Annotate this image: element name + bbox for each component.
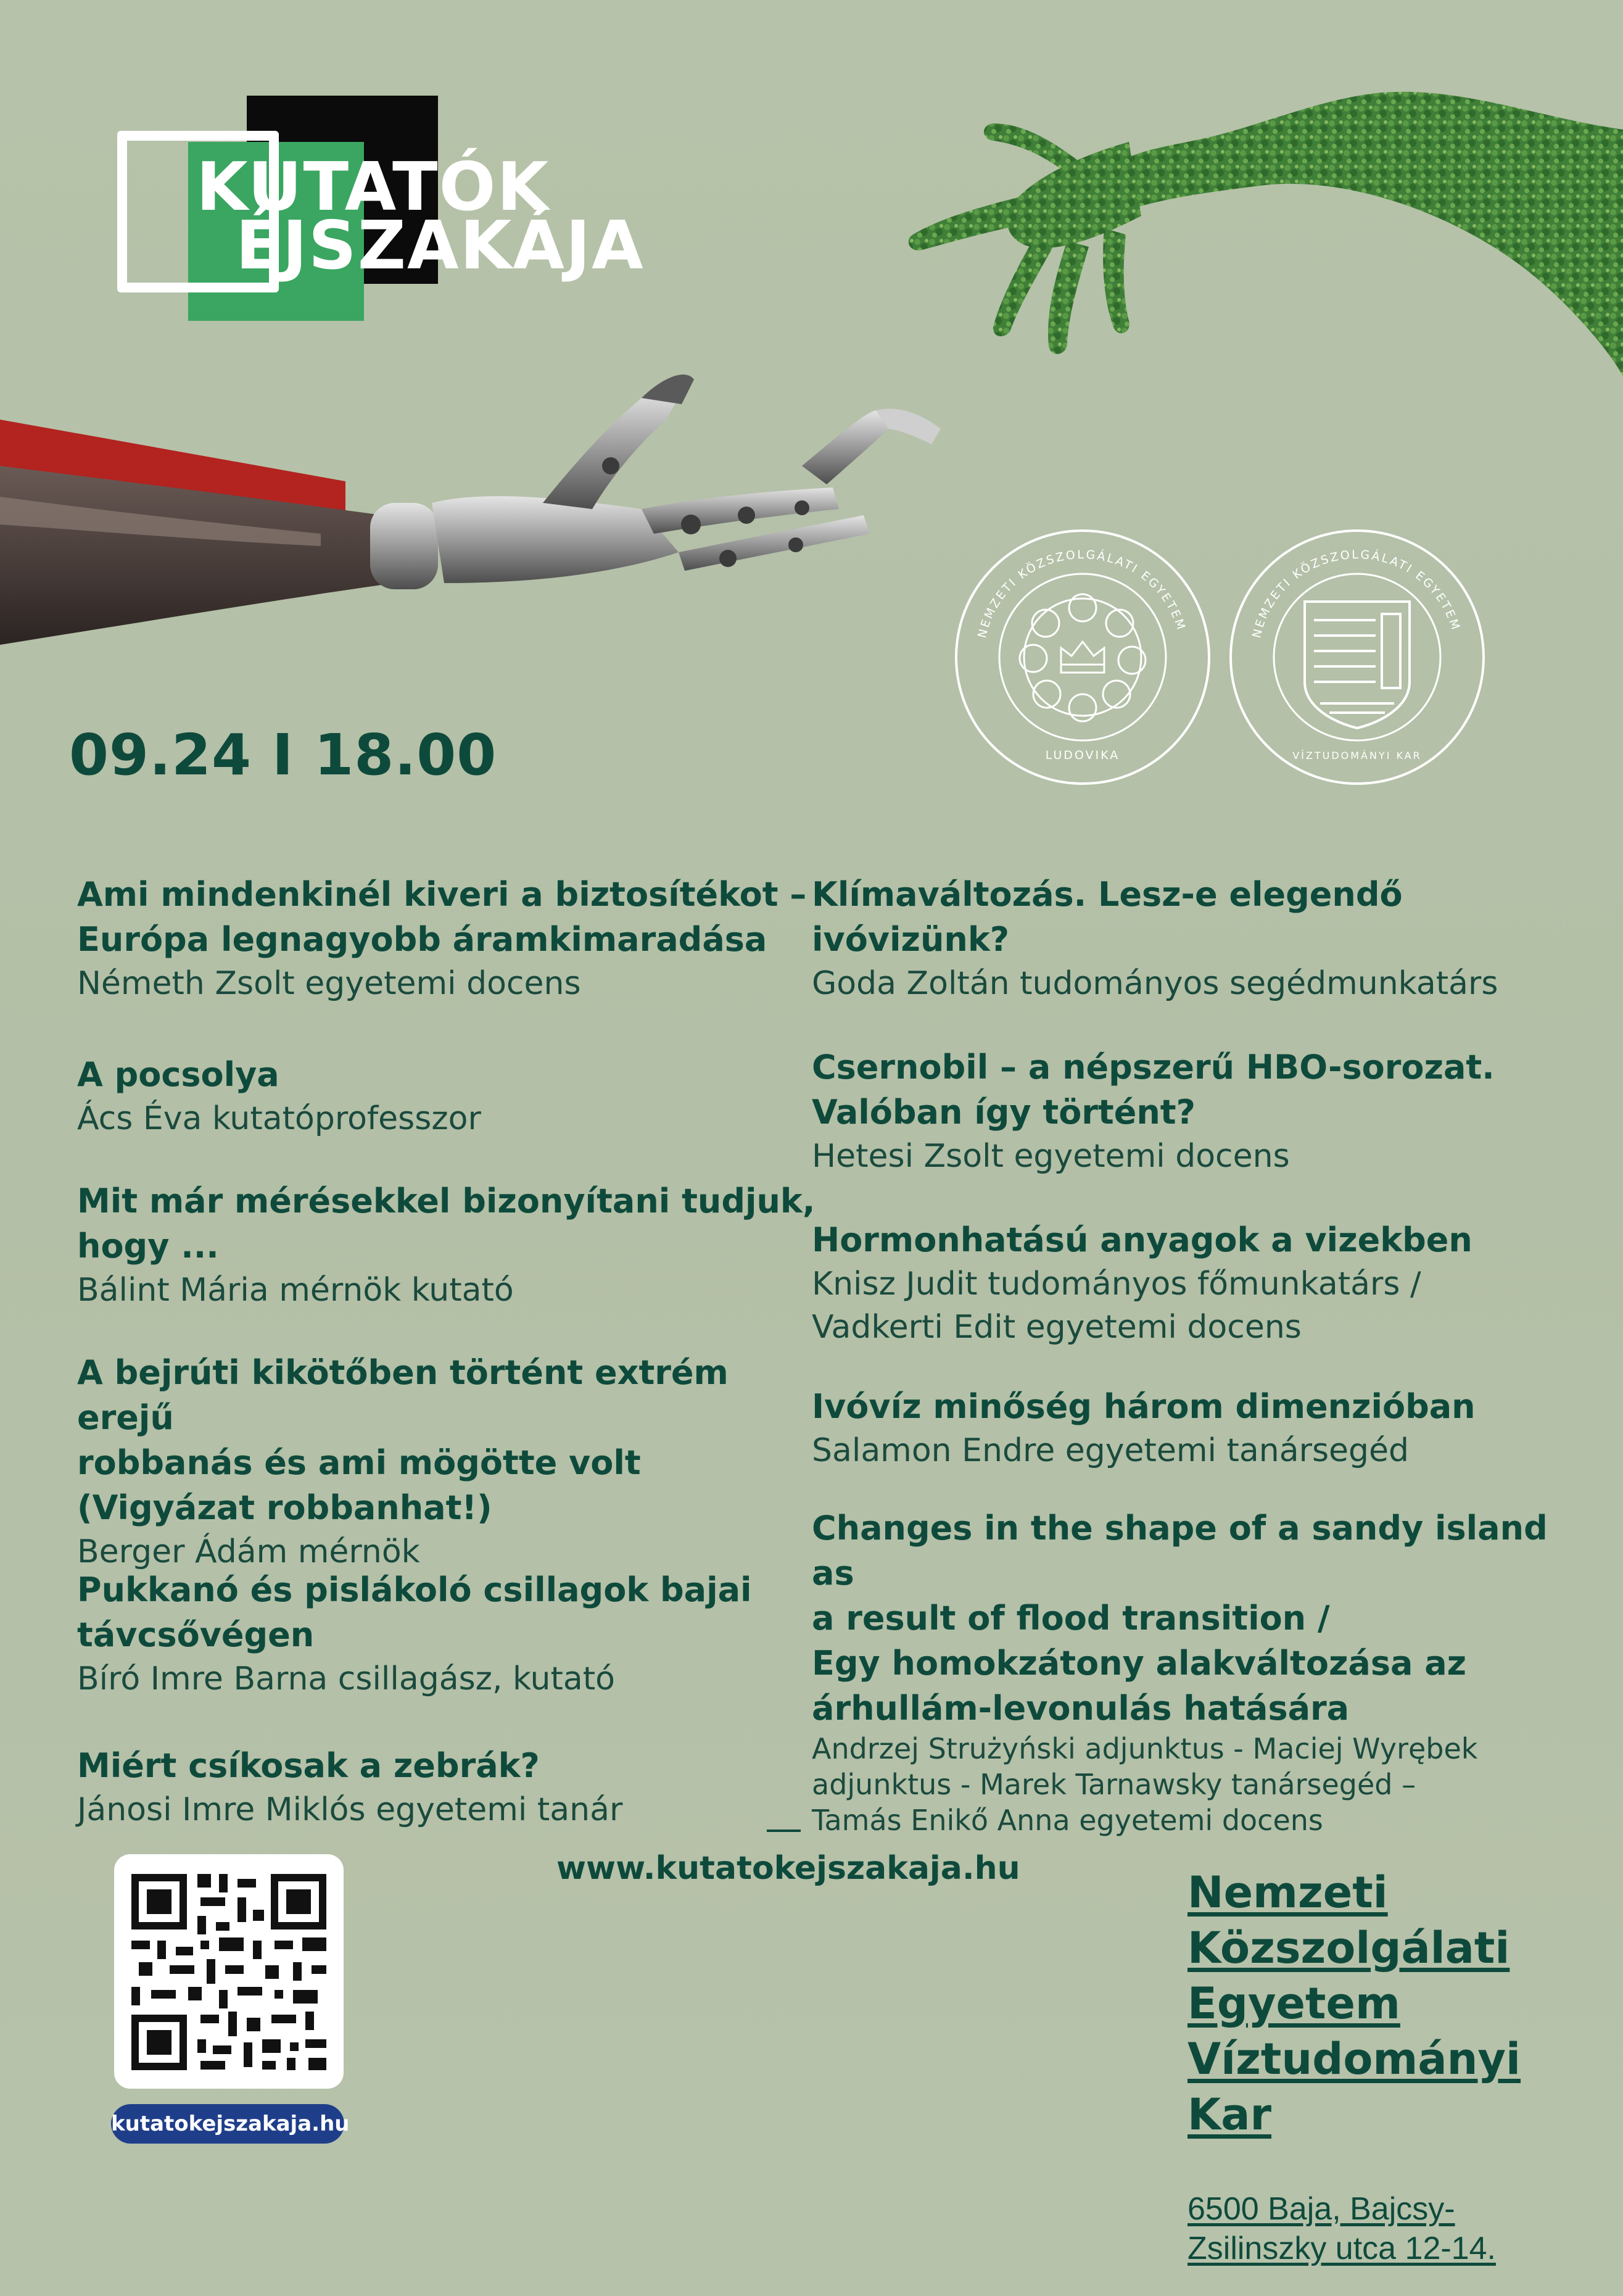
program-item — [812, 1506, 1552, 1838]
program-item — [812, 1384, 1552, 1472]
speaker: Hetesi Zsolt egyetemi docens — [812, 1138, 1290, 1175]
seal-2-bottom-text: VÍZTUDOMÁNYI KAR — [1292, 750, 1422, 761]
program-item — [812, 872, 1552, 1005]
speaker: Bálint Mária mérnök kutató — [77, 1272, 514, 1309]
talk-title: Changes in the shape of a sandy island as a result of flood transition / Egy homokzátony alakváltozása az árhullám-levonulás hatására — [812, 1509, 1548, 1728]
talk-title: Hormonhatású anyagok a vizekben — [812, 1221, 1472, 1259]
seal-1-ring-text: NEMZETI KÖZSZOLGÁLATI EGYETEM — [975, 547, 1189, 640]
speaker: Ács Éva kutatóprofesszor — [77, 1100, 481, 1137]
speaker: Salamon Endre egyetemi tanársegéd — [812, 1432, 1410, 1469]
talk-title: A bejrúti kikötőben történt extrém erejű robbanás és ami mögötte volt (Vigyázat robbanhat!) — [77, 1353, 729, 1527]
program-item — [77, 1350, 817, 1573]
divider-dash — [767, 1830, 801, 1832]
program-item — [77, 1179, 817, 1312]
qr-url-pill[interactable]: kutatokejszakaja.hu — [111, 2104, 344, 2144]
talk-title: Ami mindenkinél kiveri a biztosítékot – Európa legnagyobb áramkimaradása — [77, 875, 807, 959]
seal-2-ring-text: NEMZETI KÖZSZOLGÁLATI EGYETEM — [1250, 547, 1463, 640]
speaker: Jánosi Imre Miklós egyetemi tanár — [77, 1791, 623, 1828]
event-date-time: 09.24 I 18.00 — [69, 722, 497, 788]
institution-address[interactable]: 6500 Baja, Bajcsy- Zsilinszky utca 12-14. — [1187, 2191, 1496, 2266]
talk-title: Mit már mérésekkel bizonyítani tudjuk, hogy ... — [77, 1182, 816, 1266]
talk-title: A pocsolya — [77, 1055, 279, 1094]
speaker: Knisz Judit tudományos főmunkatárs / Vadkerti Edit egyetemi docens — [812, 1266, 1421, 1346]
program-item — [77, 872, 817, 1005]
speaker: Bíró Imre Barna csillagász, kutató — [77, 1660, 615, 1697]
institution-name[interactable]: Nemzeti Közszolgálati Egyetem Víztudományi Kar — [1187, 1867, 1521, 2140]
talk-title: Ivóvíz minőség három dimenzióban — [812, 1387, 1476, 1426]
talk-title: Pukkanó és pislákoló csillagok bajai távcsővégen — [77, 1570, 752, 1654]
program-item — [77, 1567, 817, 1701]
qr-code-icon — [114, 1854, 344, 2089]
logo-line-1: KUTATÓK — [196, 149, 550, 226]
program-item — [812, 1217, 1552, 1349]
talk-title: Csernobil – a népszerű HBO-sorozat. Valóban így történt? — [812, 1048, 1495, 1132]
program-item — [77, 1743, 817, 1831]
speaker: Németh Zsolt egyetemi docens — [77, 965, 581, 1002]
qr-code-card[interactable] — [114, 1854, 344, 2089]
svg-text:NEMZETI KÖZSZOLGÁLATI EGYETEM — [1250, 548, 1463, 639]
speaker: Goda Zoltán tudományos segédmunkatárs — [812, 965, 1498, 1002]
speaker: Andrzej Strużyński adjunktus - Maciej Wyrębek adjunktus - Marek Tarnawsky tanársegéd – Tamás Enikő Anna egyetemi docens — [812, 1732, 1478, 1837]
website-link[interactable]: www.kutatokejszakaja.hu — [556, 1850, 1020, 1887]
seal-1-bottom-text: LUDOVIKA — [1045, 748, 1120, 762]
talk-title: Miért csíkosak a zebrák? — [77, 1746, 540, 1785]
robot-hand-illustration — [0, 312, 950, 654]
ludovika-seal — [953, 528, 1212, 787]
speaker: Berger Ádám mérnök — [77, 1533, 420, 1570]
program-item — [812, 1045, 1552, 1178]
program-item — [77, 1052, 817, 1140]
talk-title: Klímaváltozás. Lesz-e elegendő ivóvizünk? — [812, 875, 1403, 959]
viztudomanyi-kar-seal — [1228, 528, 1487, 787]
logo-line-2: ÉJSZAKÁJA — [236, 207, 645, 284]
